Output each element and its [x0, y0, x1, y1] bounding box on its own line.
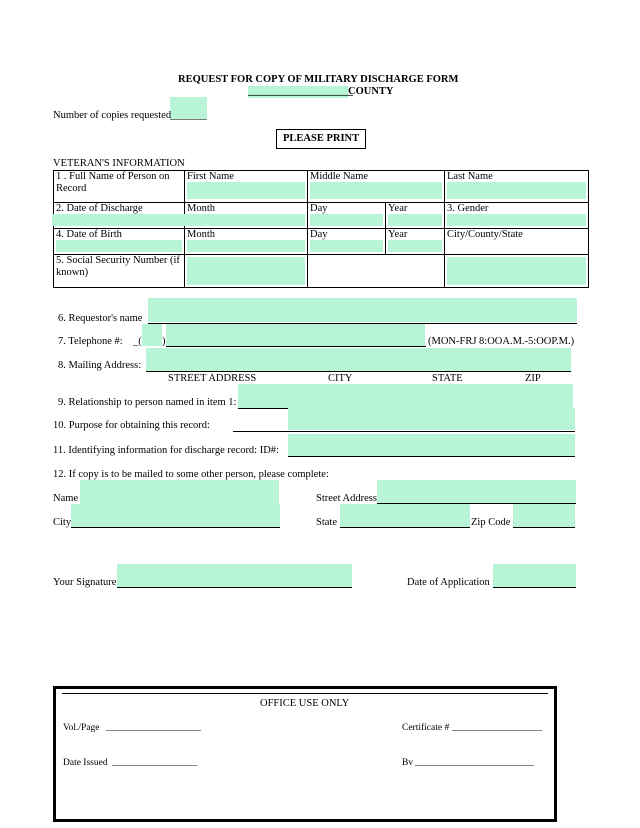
addr-state-caption: STATE — [432, 373, 463, 384]
ssn-extra-cell[interactable] — [445, 255, 589, 288]
requestor-name-input[interactable] — [148, 298, 577, 322]
mailing-address-input[interactable] — [146, 348, 571, 372]
application-date-line — [493, 587, 576, 588]
other-zip-label: Zip Code — [471, 517, 511, 528]
phone-open: _( — [133, 336, 142, 347]
middle-name-cell[interactable]: Middle Name — [308, 171, 445, 203]
ssn-label: 5. Social Security Number (if known) — [54, 255, 185, 288]
ssn-blank-cell — [308, 255, 445, 288]
gender-cell[interactable]: 3. Gender — [445, 203, 589, 229]
relationship-label: 9. Relationship to person named in item 1: — [58, 397, 237, 408]
last-name-cell[interactable]: Last Name — [445, 171, 589, 203]
copies-label: Number of copies requested — [53, 110, 172, 121]
birth-month-cell[interactable]: Month — [185, 229, 308, 255]
mailing-address-line — [146, 371, 571, 372]
other-zip-line — [513, 527, 575, 528]
other-zip-input[interactable] — [513, 504, 575, 527]
application-date-label: Date of Application — [407, 577, 490, 588]
office-divider — [62, 693, 548, 694]
signature-line — [117, 587, 352, 588]
full-name-label: 1 . Full Name of Person on Record — [54, 171, 185, 203]
veteran-section-title: VETERAN'S INFORMATION — [53, 158, 185, 169]
other-city-input[interactable] — [71, 504, 280, 527]
county-blank: ____________________ — [248, 86, 353, 97]
other-city-label: City — [53, 517, 72, 528]
phone-line — [166, 346, 426, 347]
by-blank[interactable]: _________________________ — [415, 758, 534, 768]
other-city-line — [71, 527, 280, 528]
copies-blank: _______ — [170, 110, 207, 121]
phone-close: ) — [162, 336, 166, 347]
other-name-input[interactable] — [80, 480, 279, 504]
addr-street-caption: STREET ADDRESS — [168, 373, 257, 384]
addr-zip-caption: ZIP — [525, 373, 541, 384]
discharge-year-cell[interactable]: Year — [386, 203, 445, 229]
first-name-cell[interactable]: First Name — [185, 171, 308, 203]
application-date-input[interactable] — [493, 564, 576, 588]
identifier-label: 11. Identifying information for discharge record: ID#: — [53, 445, 279, 456]
purpose-line — [233, 431, 575, 432]
phone-hours: (MON-FRJ 8:OOA.M.-5:OOP.M.) — [428, 336, 575, 347]
date-issued-blank[interactable]: __________________ — [112, 758, 198, 768]
other-street-label: Street Address — [316, 493, 377, 504]
birth-place-cell[interactable]: City/County/State — [445, 229, 589, 255]
veteran-info-table — [53, 170, 589, 288]
ssn-cell[interactable] — [185, 255, 308, 288]
county-label: COUNTY — [348, 86, 394, 97]
signature-label: Your Signature — [53, 577, 117, 588]
phone-number-input[interactable] — [166, 324, 425, 346]
relationship-input[interactable] — [238, 384, 573, 408]
identifier-input[interactable] — [288, 434, 575, 456]
requestor-name-label: 6. Requestor's name — [58, 313, 143, 324]
vol-page-blank[interactable]: ____________________ — [106, 723, 201, 733]
other-state-line — [340, 527, 470, 528]
birth-year-cell[interactable]: Year — [386, 229, 445, 255]
other-state-label: State — [316, 517, 337, 528]
signature-input[interactable] — [117, 564, 352, 588]
vol-page-label: Vol./Page — [63, 723, 100, 733]
mailing-address-label: 8. Mailing Address: — [58, 360, 142, 371]
office-title: OFFICE USE ONLY — [260, 698, 350, 709]
purpose-input[interactable] — [288, 408, 575, 430]
form-title: REQUEST FOR COPY OF MILITARY DISCHARGE FORM — [178, 74, 459, 85]
office-use-box — [53, 686, 557, 822]
phone-area-input[interactable] — [142, 324, 162, 346]
discharge-day-cell[interactable]: Day — [308, 203, 386, 229]
addr-city-caption: CITY — [328, 373, 353, 384]
birth-day-cell[interactable]: Day — [308, 229, 386, 255]
birth-date-label: 4. Date of Birth — [54, 229, 185, 255]
certificate-label: Certificate # — [402, 723, 450, 733]
discharge-date-label: 2. Date of Discharge — [54, 203, 185, 229]
discharge-month-cell[interactable]: Month — [185, 203, 308, 229]
please-print-box: PLEASE PRINT — [276, 129, 366, 149]
by-label: Bv — [402, 758, 414, 768]
other-state-input[interactable] — [340, 504, 470, 527]
purpose-label: 10. Purpose for obtaining this record: — [53, 420, 210, 431]
other-street-input[interactable] — [377, 480, 576, 504]
other-name-label: Name — [53, 493, 79, 504]
phone-label: 7. Telephone #: — [58, 336, 123, 347]
certificate-blank[interactable]: ___________________ — [452, 723, 543, 733]
other-person-intro: 12. If copy is to be mailed to some other person, please complete: — [53, 469, 329, 480]
date-issued-label: Date Issued — [63, 758, 108, 768]
identifier-line — [288, 456, 575, 457]
